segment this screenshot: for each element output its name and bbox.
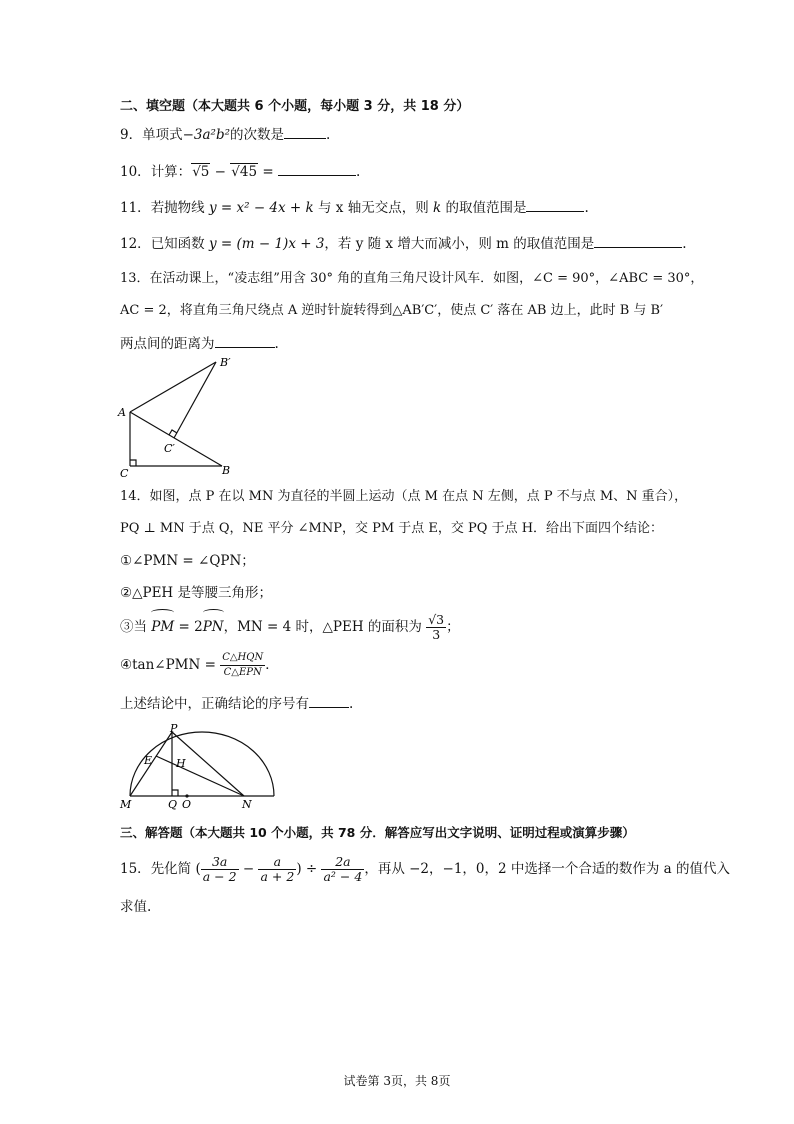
q11-text-2: 与 x 轴无交点，则 [313, 200, 433, 216]
q14-c4-end: ． [265, 657, 279, 673]
q15-text: 先化简 ( [150, 861, 201, 877]
q13-line-2: AC = 2，将直角三角尺绕点 A 逆时针旋转得到△AB′C′，使点 C′ 落在 AB 边上，此时 B 与 B′ [120, 303, 664, 318]
q14-c3-text-3: ，MN = 4 时，△PEH 的面积为 [223, 619, 427, 635]
q9-text-2: 的次数是 [230, 127, 285, 143]
arc-pn: PN [203, 612, 224, 642]
q14-answer-text: 上述结论中，正确结论的序号有 [120, 696, 309, 712]
label-p: P [170, 722, 178, 735]
q10-answer-blank[interactable] [278, 162, 356, 176]
fraction-denominator: a − 2 [202, 869, 237, 884]
q13-triangle-figure [112, 350, 272, 480]
q10-sqrt-45: √45 [231, 164, 258, 180]
label-a: A [118, 406, 126, 419]
fraction-sqrt3-over-3 [426, 613, 446, 642]
q9-number: 9． [120, 127, 143, 143]
question-10 [120, 162, 360, 181]
q12-expression: y = (m − 1)x + 3 [208, 236, 325, 252]
fraction-2 [258, 855, 296, 884]
fraction-numerator: C△HQN [220, 651, 265, 666]
question-9 [120, 125, 330, 144]
q14-line-2: PQ ⊥ MN 于点 Q，NE 平分 ∠MNP，交 PM 于点 E，交 PQ 于点 H．给出下面四个结论： [120, 521, 664, 536]
q14-answer-line [120, 694, 353, 713]
fraction-numerator: a [258, 855, 296, 870]
section-2-title: 二、填空题（本大题共 6 个小题，每小题 3 分，共 18 分） [120, 99, 470, 114]
arc-pm: PM [151, 612, 174, 642]
label-b: B [222, 464, 231, 477]
label-c-prime: C′ [164, 442, 175, 455]
q10-text: 计算： [150, 164, 192, 180]
q15-line-2: 求值. [120, 899, 152, 915]
q12-number: 12． [120, 236, 151, 252]
fraction-numerator: 2a [321, 855, 364, 870]
q10-equals: = [258, 164, 278, 180]
q14-conclusion-3 [120, 612, 460, 642]
q11-text: 若抛物线 [150, 200, 209, 216]
q12-text-2: ，若 y 随 x 增大而减小，则 m 的取值范围是 [324, 236, 595, 252]
q15-number: 15． [120, 861, 151, 877]
q10-end: . [355, 164, 361, 180]
q14-conclusion-2: ②△PEH 是等腰三角形； [120, 585, 272, 601]
q11-end: . [584, 200, 589, 216]
q15-text-2: ，再从 −2，−1，0，2 中选择一个合适的数作为 a 的值代入 [364, 861, 731, 877]
fraction-numerator: 3a [201, 855, 239, 870]
label-h: H [176, 757, 186, 770]
q14-c3-text-2: = 2 [174, 619, 203, 635]
q11-k: k [432, 200, 442, 216]
q11-expression: y = x² − 4x + k [208, 200, 314, 216]
label-n: N [242, 798, 252, 811]
fraction-denominator: 3 [432, 627, 441, 642]
q12-answer-blank[interactable] [594, 234, 682, 248]
page-footer: 试卷第 3页，共 8页 [343, 1074, 451, 1088]
label-c: C [120, 467, 129, 480]
q12-end: . [682, 236, 687, 252]
fraction-denominator: a² − 4 [323, 869, 363, 884]
label-o: O [182, 798, 192, 811]
q9-end: . [326, 127, 331, 143]
fraction-denominator: a + 2 [260, 869, 295, 884]
q14-answer-blank[interactable] [309, 694, 349, 708]
q15-minus: − [238, 861, 259, 877]
label-e: E [144, 754, 153, 767]
q15-divide: ) ÷ [296, 861, 322, 877]
question-12 [120, 234, 687, 253]
section-3-title: 三、解答题（本大题共 10 个小题，共 78 分．解答应写出文字说明、证明过程或演算步骤） [120, 825, 635, 840]
q12-text: 已知函数 [150, 236, 209, 252]
segment-b-prime-c-prime [174, 362, 216, 438]
q9-expression: −3a²b² [182, 127, 231, 143]
segment-ne [156, 756, 244, 796]
right-angle-mark-q [172, 790, 178, 796]
fraction-3 [321, 855, 364, 884]
q14-line-1: 14．如图，点 P 在以 MN 为直径的半圆上运动（点 M 在点 N 左侧，点 P 不与点 M、N 重合）， [120, 489, 688, 504]
q9-text: 单项式 [142, 127, 183, 143]
fraction-1 [201, 855, 239, 884]
label-q: Q [168, 798, 178, 811]
q14-c3-end: ； [446, 619, 460, 635]
q13-line-1: 13．在活动课上，“凌志组”用含 30° 角的直角三角尺设计风车．如图，∠C = 90°，∠ABC = 30°， [120, 271, 704, 286]
q13-text: 两点间的距离为 [120, 336, 215, 352]
fraction-numerator: √3 [428, 612, 445, 627]
fraction-perimeter-ratio [220, 651, 265, 680]
segment-ab [130, 412, 222, 466]
question-15 [120, 852, 730, 886]
q11-text-3: 的取值范围是 [441, 200, 527, 216]
q10-minus: − [210, 164, 231, 180]
q11-number: 11． [120, 200, 151, 216]
q13-end: . [274, 336, 279, 352]
q14-semicircle-figure [112, 722, 282, 812]
q14-conclusion-1: ①∠PMN = ∠QPN； [120, 553, 255, 569]
q10-number: 10． [120, 164, 151, 180]
q14-conclusion-4 [120, 650, 279, 680]
question-11 [120, 198, 589, 217]
label-b-prime: B′ [220, 356, 231, 369]
q9-answer-blank[interactable] [284, 125, 326, 139]
q14-answer-end: . [349, 696, 354, 712]
fraction-denominator: C△EPN [223, 667, 262, 678]
segment-ab-prime [130, 362, 216, 412]
q10-sqrt-5: √5 [192, 164, 210, 180]
q14-c3-text: ③当 [120, 619, 152, 635]
q11-answer-blank[interactable] [526, 198, 584, 212]
right-angle-mark-c [130, 460, 136, 466]
label-m: M [120, 798, 132, 811]
q14-c4-text: ④tan∠PMN = [120, 657, 221, 673]
q13-answer-blank[interactable] [215, 334, 275, 348]
